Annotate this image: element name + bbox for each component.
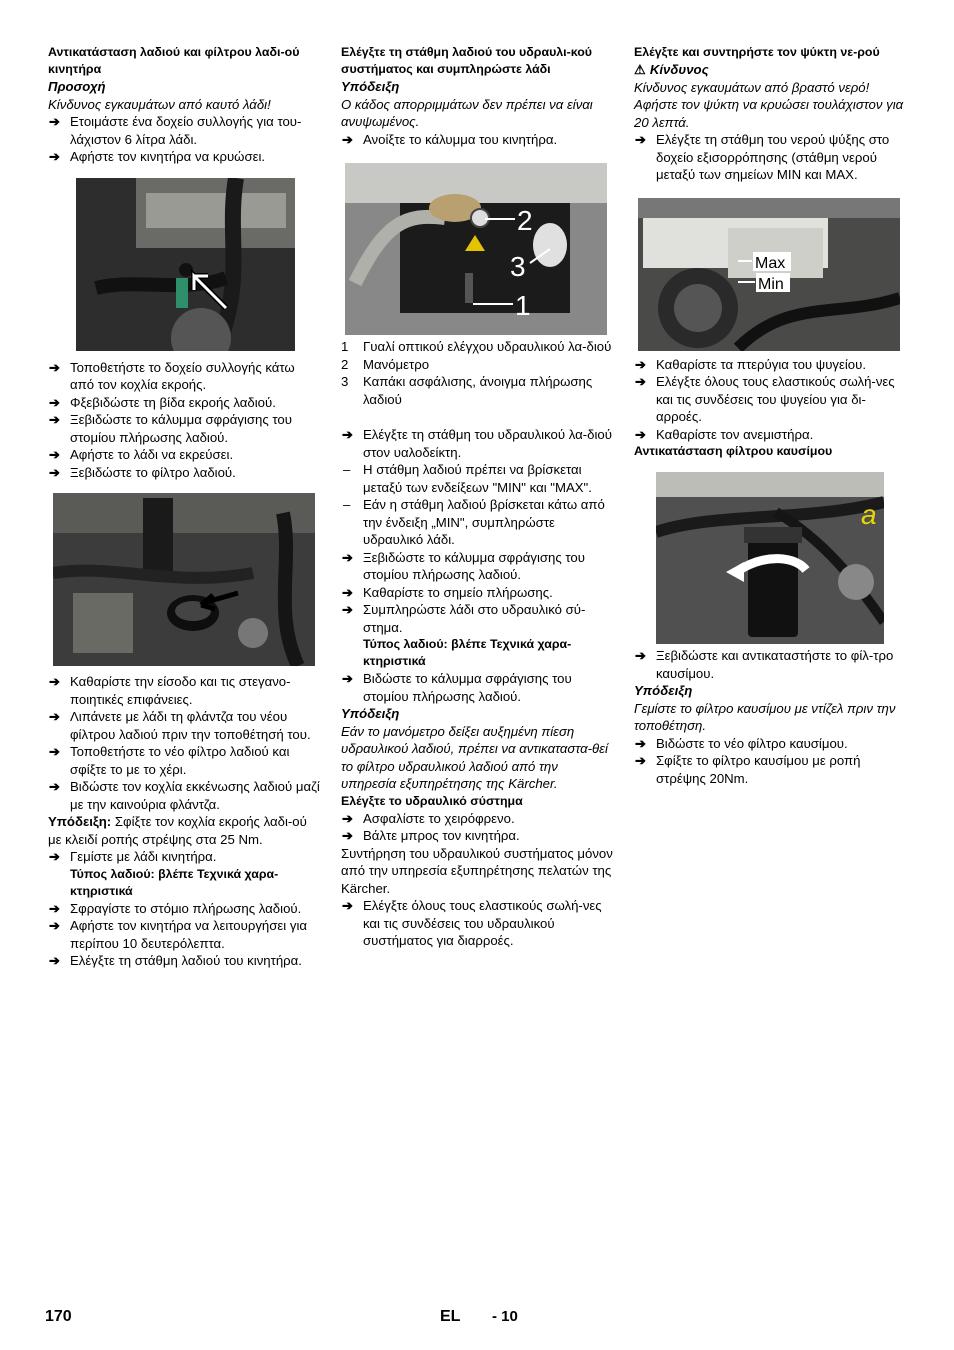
photo-letter-a: a: [861, 499, 877, 530]
language-code: EL: [440, 1308, 461, 1325]
danger-text: Κίνδυνος εγκαυμάτων από βραστό νερό! Αφήστε τον ψύκτη να κρυώσει τουλάχιστον για 20 λεπτά.: [634, 79, 904, 130]
arrow-icon: ➔: [49, 849, 61, 864]
min-label: Min: [758, 275, 784, 293]
column-3: [634, 44, 908, 787]
caution-label: Προσοχή: [48, 79, 106, 94]
arrow-icon: ➔: [49, 900, 61, 916]
step-item: ➔ Τοποθετήστε το νέο φίλτρο λαδιού και σφίξτε το με το χέρι.: [49, 744, 290, 777]
note: Υπόδειξη: Σφίξτε τον κοχλία εκροής λαδι-ού με κλειδί ροπής στρέψης στα 25 Nm.: [48, 814, 307, 847]
section-heading-hydraulic-system: Ελέγξτε το υδραυλικό σύστημα: [341, 793, 523, 808]
step-item: ➔ Βιδώστε το νέο φίλτρο καυσίμου.: [635, 735, 848, 751]
column-2: [341, 44, 615, 950]
callout-3: 3: [510, 251, 526, 282]
step-item: ➔ Ασφαλίστε το χειρόφρενο.: [342, 810, 515, 826]
arrow-icon: ➔: [635, 648, 647, 663]
max-label: Max: [755, 254, 786, 272]
note-text: Ο κάδος απορριμμάτων δεν πρέπει να είναι ανυψωμένος.: [341, 96, 593, 129]
arrow-icon: ➔: [342, 602, 354, 617]
arrow-icon: ➔: [49, 149, 61, 164]
photo-fuel-filter: [656, 472, 884, 644]
section-heading-fuel-filter: Αντικατάσταση φίλτρου καυσίμου: [634, 444, 833, 458]
step-item: ➔ Βιδώστε τον κοχλία εκκένωσης λαδιού μαζί με την καινούρια φλάντζα.: [49, 779, 320, 812]
arrow-icon: ➔: [635, 132, 647, 147]
arrow-icon: ➔: [635, 753, 647, 768]
arrow-icon: ➔: [49, 744, 61, 759]
step-item: ➔ Αφήστε το λάδι να εκρεύσει.: [49, 447, 234, 462]
photo-hydraulic-tank: [345, 163, 607, 335]
step-item: ➔ Φξεβιδώστε τη βίδα εκροής λαδιού.: [49, 394, 276, 410]
section-heading-coolant: Ελέγξτε και συντηρήστε τον ψύκτη νε-ρού: [634, 45, 880, 59]
arrow-icon: ➔: [342, 898, 354, 913]
step-item: ➔ Βάλτε μπρος τον κινητήρα.: [342, 828, 520, 843]
step-item: ➔ Βιδώστε το κάλυμμα σφράγισης του στομίου πλήρωσης λαδιού.: [342, 671, 572, 704]
arrow-icon: ➔: [342, 427, 354, 442]
note-label: Υπόδειξη: [341, 79, 400, 94]
note-label: Υπόδειξη: [341, 706, 400, 721]
column-1: [48, 44, 322, 970]
step-item: ➔ Ξεβιδώστε το κάλυμμα σφράγισης του στομίου πλήρωσης λαδιού.: [342, 549, 585, 582]
arrow-icon: ➔: [342, 131, 354, 147]
arrow-icon: ➔: [635, 356, 647, 372]
legend-item: 2 Μανόμετρο: [341, 356, 430, 372]
step-item: ➔ Ελέγξτε τη στάθμη λαδιού του κινητήρα.: [49, 953, 302, 968]
step-item: ➔ Ξεβιδώστε το κάλυμμα σφράγισης του στομίου πλήρωσης λαδιού.: [49, 412, 292, 445]
arrow-icon: ➔: [49, 709, 61, 724]
arrow-icon: ➔: [342, 584, 354, 600]
arrow-icon: ➔: [49, 114, 61, 129]
arrow-icon: ➔: [342, 549, 354, 565]
arrow-icon: ➔: [342, 828, 354, 843]
step-item: ➔ Ελέγξτε όλους τους ελαστικούς σωλή-νες και τις συνδέσεις του υδραυλικού συστήματος για διαρροές.: [342, 898, 602, 948]
legend-item: 1 Γυαλί οπτικού ελέγχου υδραυλικού λα-διού: [341, 339, 612, 354]
oil-type: Τύπος λαδιού: βλέπε Τεχνικά χαρα-κτηριστικά: [363, 637, 572, 668]
arrow-icon: ➔: [49, 359, 61, 375]
step-item: ➔ Ετοιμάστε ένα δοχείο συλλογής για του-λάχιστον 6 λίτρα λάδι.: [49, 114, 302, 147]
arrow-icon: ➔: [342, 810, 354, 826]
arrow-icon: ➔: [49, 779, 61, 794]
step-item: ➔ Ελέγξτε όλους τους ελαστικούς σωλή-νες και τις συνδέσεις του ψυγείου για δι-αρροές.: [635, 374, 895, 424]
step-item: ➔ Καθαρίστε τα πτερύγια του ψυγείου.: [635, 356, 867, 372]
arrow-icon: ➔: [49, 674, 61, 689]
paragraph: Συντήρηση του υδραυλικού συστήματος μόνον από την υπηρεσία εξυπηρέτησης πελατών της Kärcher.: [341, 845, 613, 896]
section-heading-hydraulic-oil: Ελέγξτε τη στάθμη λαδιού του υδραυλι-κού συστήματος και συμπληρώστε λάδι: [341, 45, 593, 76]
step-item: ➔ Ανοίξτε το κάλυμμα του κινητήρα.: [342, 131, 558, 147]
step-item: ➔ Γεμίστε με λάδι κινητήρα.: [49, 849, 217, 864]
arrow-icon: ➔: [49, 412, 61, 427]
photo-oil-filter: [53, 493, 315, 666]
arrow-icon: ➔: [49, 918, 61, 933]
step-item: ➔ Καθαρίστε τον ανεμιστήρα.: [635, 426, 814, 442]
dash-item: – Η στάθμη λαδιού πρέπει να βρίσκεται μεταξύ των ενδείξεων "MIN" και "MAX".: [343, 462, 592, 495]
arrow-icon: ➔: [49, 394, 61, 410]
step-item: ➔ Τοποθετήστε το δοχείο συλλογής κάτω από τον κοχλία εκροής.: [49, 359, 295, 392]
oil-type: Τύπος λαδιού: βλέπε Τεχνικά χαρα-κτηριστικά: [70, 866, 279, 898]
step-item: ➔ Σφίξτε το φίλτρο καυσίμου με ροπή στρέψης 20Nm.: [635, 753, 861, 786]
note-text: Εάν το μανόμετρο δείξει αυξημένη πίεση υδραυλικού λαδιού, πρέπει να αντικαταστα-θεί το φίλτρο υδραυλικού λαδιού από την υπηρεσία εξυπηρέτησης της Kärcher.: [341, 723, 608, 791]
photo-drain-plug: [76, 178, 295, 351]
page-number: 170: [45, 1308, 72, 1325]
step-item: ➔ Ελέγξτε τη στάθμη του νερού ψύξης στο δοχείο εξισορρόπησης (στάθμη νερού μεταξύ των σημείων MIN και MAX.: [635, 132, 890, 182]
photo-coolant-reservoir: [638, 198, 900, 351]
legend-item: 3 Καπάκι ασφάλισης, άνοιγμα πλήρωσης λαδιού: [341, 374, 593, 407]
step-item: ➔ Ξεβιδώστε και αντικαταστήστε το φίλ-τρο καυσίμου.: [635, 648, 894, 681]
callout-2: 2: [517, 205, 533, 236]
danger-label: ⚠ Κίνδυνος: [634, 62, 709, 77]
note-label: Υπόδειξη: [634, 683, 693, 698]
arrow-icon: ➔: [49, 953, 61, 968]
step-item: ➔ Συμπληρώστε λάδι στο υδραυλικό σύ-στημα.: [342, 602, 586, 635]
note-text: Γεμίστε το φίλτρο καυσίμου με ντίζελ πριν την τοποθέτηση.: [634, 700, 896, 733]
arrow-icon: ➔: [342, 671, 354, 686]
callout-1: 1: [515, 290, 531, 321]
warning-triangle-icon: ⚠: [634, 62, 646, 77]
arrow-icon: ➔: [635, 426, 647, 442]
caution-text: Κίνδυνος εγκαυμάτων από καυτό λάδι!: [48, 96, 271, 112]
arrow-icon: ➔: [49, 447, 61, 462]
step-item: ➔ Ξεβιδώστε το φίλτρο λαδιού.: [49, 464, 236, 480]
section-heading-engine-oil: Αντικατάσταση λαδιού και φίλτρου λαδι-ού κινητήρα: [48, 45, 300, 76]
step-item: ➔ Καθαρίστε το σημείο πλήρωσης.: [342, 584, 553, 600]
step-item: ➔ Σφραγίστε το στόμιο πλήρωσης λαδιού.: [49, 900, 302, 916]
arrow-icon: ➔: [635, 374, 647, 389]
step-item: ➔ Αφήστε τον κινητήρα να λειτουργήσει για περίπου 10 δευτερόλεπτα.: [49, 918, 308, 951]
step-item: ➔ Αφήστε τον κινητήρα να κρυώσει.: [49, 149, 266, 164]
arrow-icon: ➔: [635, 735, 647, 751]
arrow-icon: ➔: [49, 464, 61, 480]
step-item: ➔ Ελέγξτε τη στάθμη του υδραυλικού λα-διού στον υαλοδείκτη.: [342, 427, 612, 460]
step-item: ➔ Καθαρίστε την είσοδο και τις στεγανο-ποιητικές επιφάνειες.: [49, 674, 291, 707]
step-item: ➔ Λιπάνετε με λάδι τη φλάντζα του νέου φίλτρου λαδιού πριν την τοποθέτησή του.: [49, 709, 311, 742]
dash-item: – Εάν η στάθμη λαδιού βρίσκεται κάτω από την ένδειξη „MIN", συμπληρώστε υδραυλικό λάδι.: [343, 497, 605, 547]
section-number: - 10: [492, 1308, 518, 1325]
